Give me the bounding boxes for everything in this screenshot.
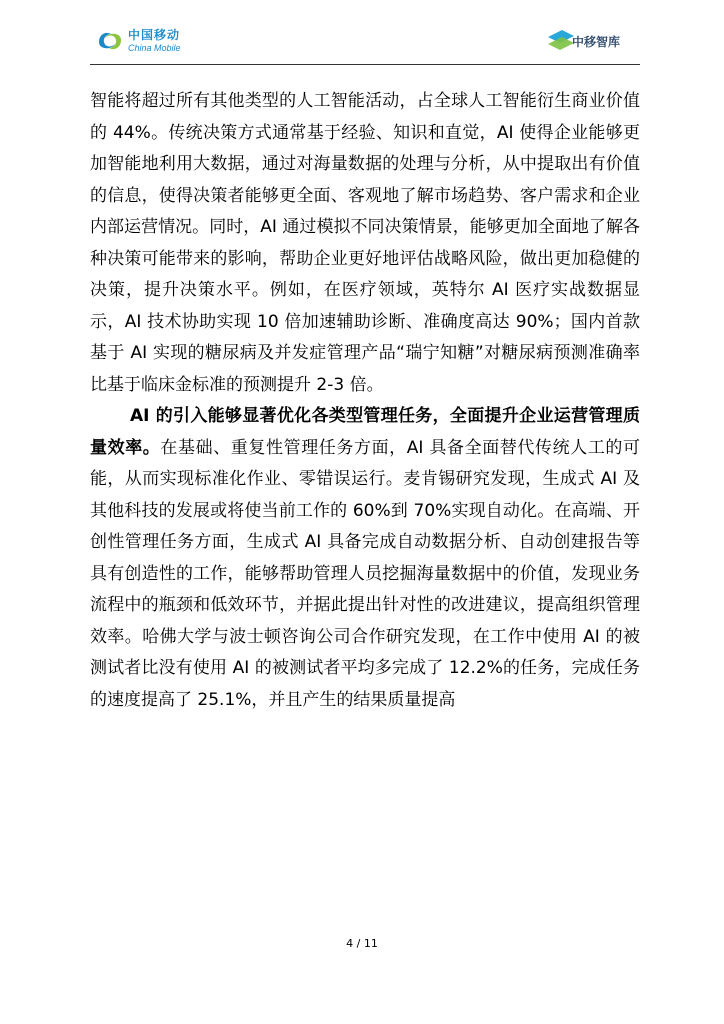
paragraph-text: 在基础、重复性管理任务方面，AI 具备全面替代传统人工的可能，从而实现标准化作业、零错误运行。麦肯锡研究发现，生成式 AI 及其他科技的发展或将使当前工作的 60%到 70%实现自动化。在高端、开创性管理任务方面，生成式 AI 具备完成自动数据分析、自动创建报告等具有创造性的工作，能够帮助管理人员挖掘海量数据中的价值，发现业务流程中的瓶颈和低效环节，并据此提出针对性的改进建议，提高组织管理效率。哈佛大学与波士顿咨询公司合作研究发现，在工作中使用 AI 的被测试者比没有使用 AI 的被测试者平均多完成了 12.2%的任务，完成任务的速度提高了 25.1%，并且产生的结果质量提高: [90, 437, 641, 710]
brand-name-cn: 中国移动: [128, 28, 181, 42]
think-tank-brand: 中移智库: [571, 35, 620, 49]
document-body: [90, 86, 640, 716]
paragraph: 智能将超过所有其他类型的人工智能活动，占全球人工智能衍生商业价值的 44%。传统决策方式通常基于经验、知识和直觉，AI 使得企业能够更加智能地利用大数据，通过对海量数据的处理与分析，从中提取出有价值的信息，使得决策者能够更全面、客观地了解市场趋势、客户需求和企业内部运营情况。同时，AI 通过模拟不同决策情景，能够更加全面地了解各种决策可能带来的影响，帮助企业更好地评估战略风险，做出更加稳健的决策，提升决策水平。例如，在医疗领域，英特尔 AI 医疗实战数据显示，AI 技术协助实现 10 倍加速辅助诊断、准确度高达 90%；国内首款基于 AI 实现的糖尿病及并发症管理产品“瑞宁知糖”对糖尿病预测准确率比基于临床金标准的预测提升 2-3 倍。: [90, 91, 640, 395]
china-mobile-brand: [128, 29, 181, 53]
emphasis-lead: AI 的引入能够显著优化各类型管理任务，全面提升企业运营管理质量效率。: [90, 406, 640, 458]
china-mobile-logo-icon: [96, 28, 124, 54]
brand-name-en: China Mobile: [128, 43, 181, 53]
page-header: [90, 20, 640, 65]
page-number: 4 / 11: [346, 937, 378, 950]
paragraph: [90, 401, 640, 716]
